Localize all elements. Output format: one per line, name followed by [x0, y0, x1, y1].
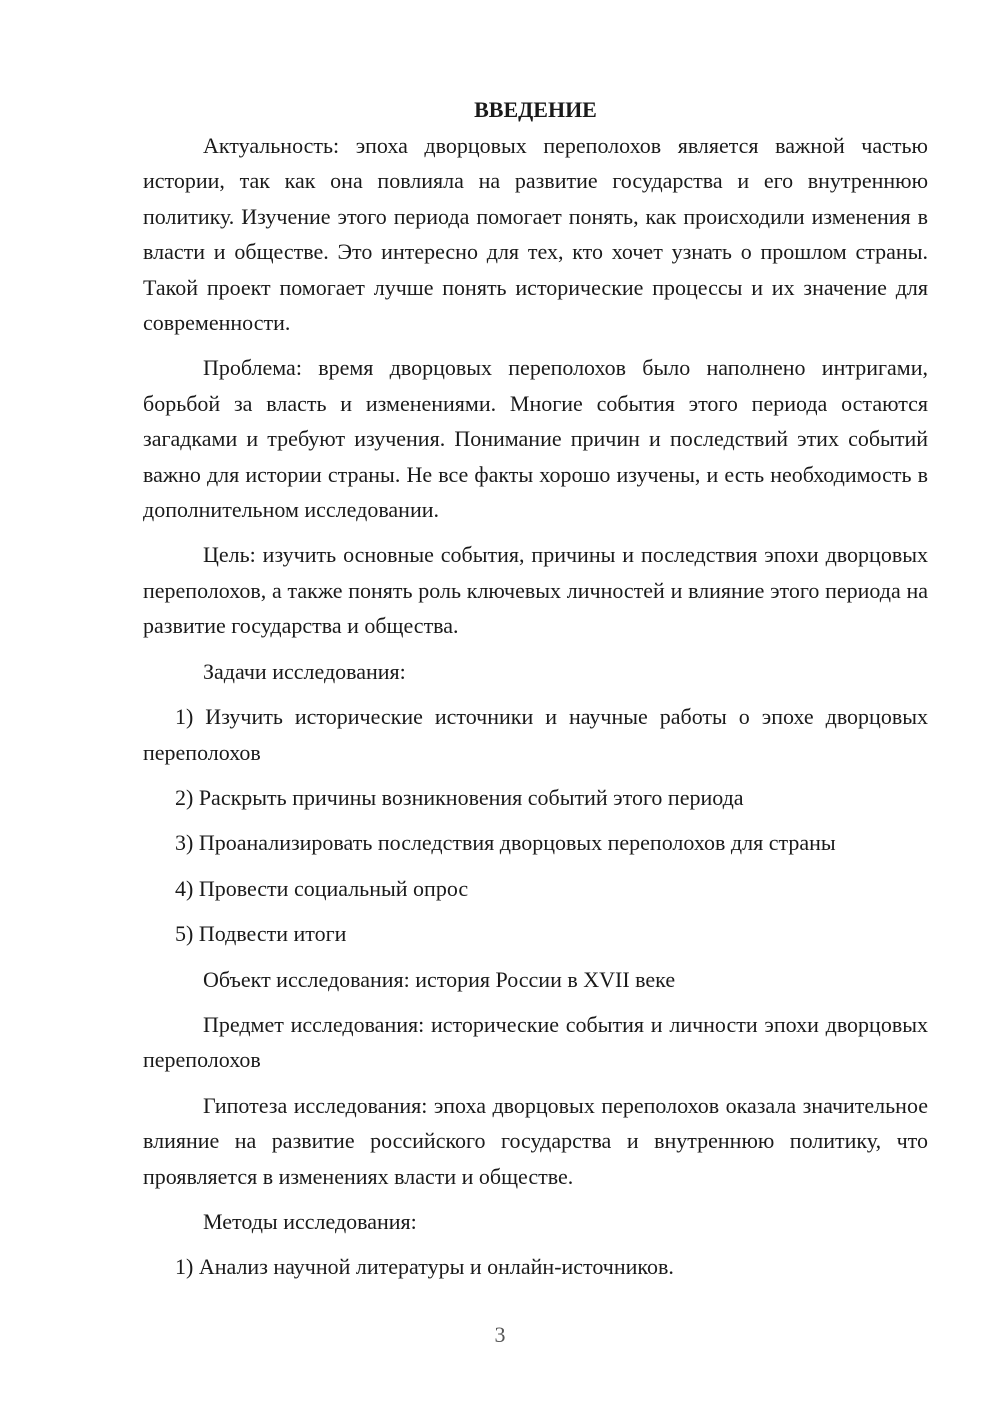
page-title: ВВЕДЕНИЕ: [474, 97, 597, 122]
page-number: 3: [494, 1322, 506, 1347]
paragraph-actuality: Актуальность: эпоха дворцовых переполохов является важной частью истории, так как она повлияла на развитие государства и его внутреннюю политику. Изучение этого периода помогает понять, как происходили изменения в власти и обществе. Это интересно для тех, кто хочет узнать о прошлом страны. Такой проект помогает лучше понять исторические процессы и их значение для современности.: [143, 133, 928, 336]
paragraph-goal: Цель: изучить основные события, причины и последствия эпохи дворцовых переполохов, а также понять роль ключевых личностей и влияние этого периода на развитие государства и общества.: [143, 542, 928, 639]
tasks-heading: Задачи исследования:: [203, 658, 406, 684]
document-page: [143, 92, 928, 1295]
method-item-1: 1) Анализ научной литературы и онлайн-источников.: [175, 1254, 674, 1280]
task-item-4: 4) Провести социальный опрос: [175, 875, 469, 901]
task-item-2: 2) Раскрыть причины возникновения событий этого периода: [175, 784, 744, 810]
paragraph-object: Объект исследования: история России в XVII веке: [203, 966, 676, 992]
task-item-1: 1) Изучить исторические источники и научные работы о эпохе дворцовых переполохов: [143, 704, 928, 765]
paragraph-hypothesis: Гипотеза исследования: эпоха дворцовых переполохов оказала значительное влияние на развитие российского государства и внутреннюю политику, что проявляется в изменениях власти и обществе.: [143, 1092, 928, 1189]
methods-heading: Методы исследования:: [203, 1208, 417, 1234]
task-item-3: 3) Проанализировать последствия дворцовых переполохов для страны: [175, 830, 836, 856]
task-item-5: 5) Подвести итоги: [175, 921, 347, 947]
paragraph-problem: Проблема: время дворцовых переполохов было наполнено интригами, борьбой за власть и изменениями. Многие события этого периода остаются загадками и требуют изучения. Понимание причин и последствий этих событий важно для истории страны. Не все факты хорошо изучены, и есть необходимость в дополнительном исследовании.: [143, 355, 928, 523]
paragraph-subject: Предмет исследования: исторические события и личности эпохи дворцовых переполохов: [143, 1011, 928, 1073]
